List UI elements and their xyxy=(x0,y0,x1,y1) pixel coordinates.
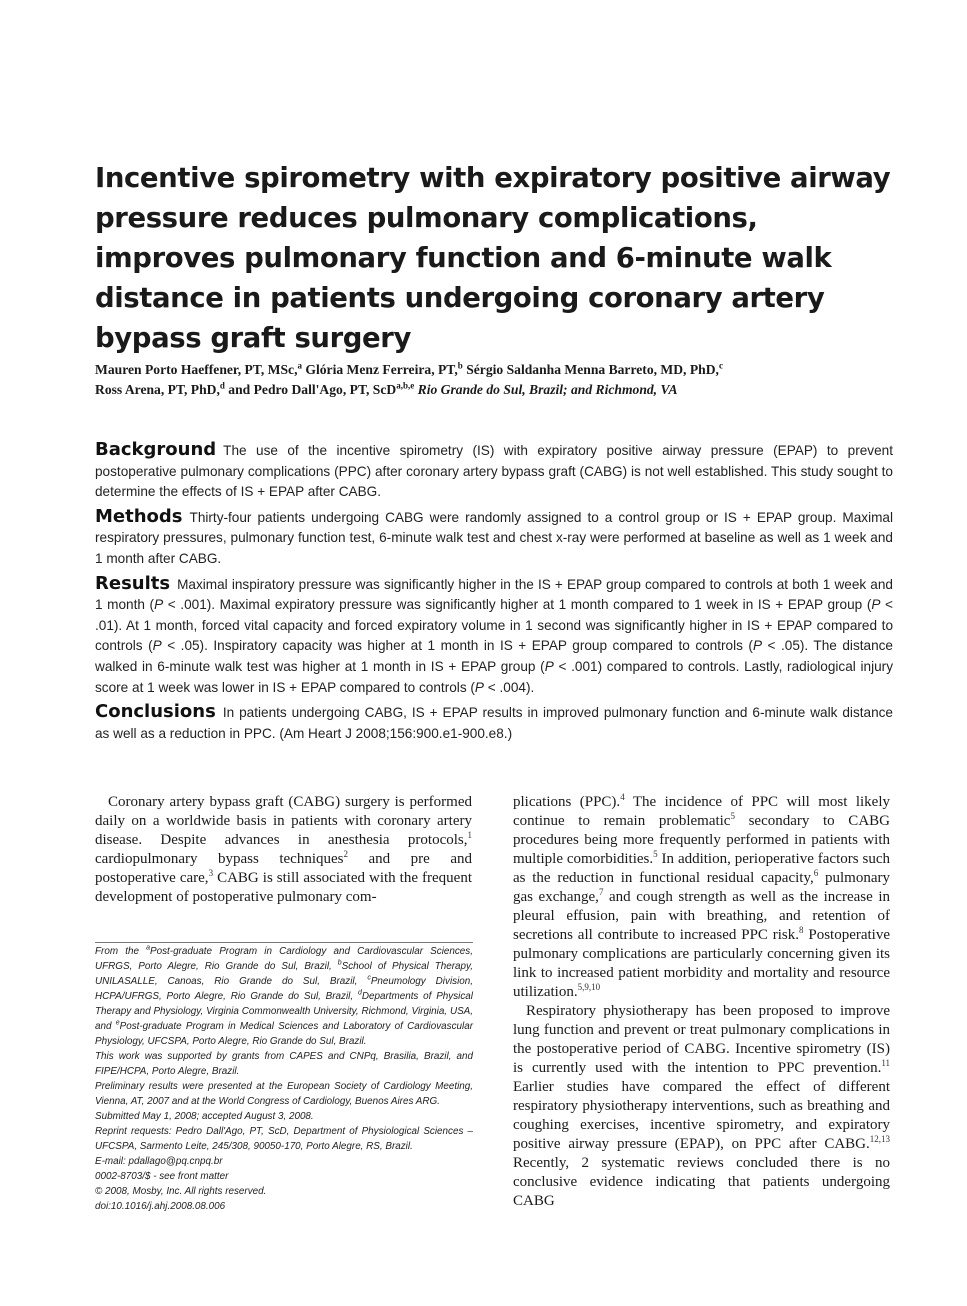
body-paragraph xyxy=(513,1002,890,1211)
citation-ref[interactable]: 7 xyxy=(598,887,604,897)
citation-ref[interactable]: 2 xyxy=(343,849,348,859)
citation-ref[interactable]: 3 xyxy=(208,868,214,878)
p-value-symbol: P xyxy=(152,638,162,654)
abstract-text: In patients undergoing CABG, IS + EPAP results in improved pulmonary function and 6-minute walk distance as well as a reduction in PPC. (Am Heart J 2008;156:900.e1-900.e8.) xyxy=(95,705,893,741)
body-text: CABG is still associated with the frequent development of postoperative pulmonary com- xyxy=(95,870,473,905)
affiliation-marker: c xyxy=(367,974,371,982)
preliminary-note: Preliminary results were presented at the European Society of Cardiology Meeting, Vienna, AT, 2007 and at the World Congress of Cardiology, Buenos Aires ARG. xyxy=(95,1081,473,1107)
p-value-symbol: P xyxy=(544,658,554,674)
affiliation-marker: a xyxy=(297,360,302,371)
affiliation-marker: e xyxy=(115,1019,120,1027)
body-text: pulmonary gas exchange, xyxy=(513,870,890,905)
author-name: Mauren Porto Haeffener, PT, MSc, xyxy=(95,362,298,377)
submission-dates: Submitted May 1, 2008; accepted August 3, 2008. xyxy=(95,1111,314,1122)
body-text: and pre and postoperative care, xyxy=(95,851,472,886)
abstract-background xyxy=(95,440,893,503)
doi-label: doi: xyxy=(95,1201,111,1212)
email-label: E-mail: xyxy=(95,1156,129,1167)
footnote-text: Departments of Physical Therapy and Physiology, Virginia Commonwealth University, Richmond, Virginia, USA, and xyxy=(95,991,473,1032)
p-value-symbol: P xyxy=(154,597,164,613)
body-paragraph xyxy=(513,793,890,1002)
body-text: Coronary artery bypass graft (CABG) surgery is performed daily on a worldwide basis in patients with coronary artery disease. Despite advances in anesthesia protocols, xyxy=(95,794,472,848)
email-line xyxy=(95,1154,473,1169)
article-title: Incentive spirometry with expiratory positive airway pressure reduces pulmonary complications, improves pulmonary function and 6-minute walk distance in patients undergoing coronary artery bypass graft surgery xyxy=(95,162,891,354)
copyright-line: © 2008, Mosby, Inc. All rights reserved. xyxy=(95,1186,267,1197)
body-right-column xyxy=(513,793,890,1211)
citation-ref[interactable]: 4 xyxy=(620,792,625,802)
abstract xyxy=(95,440,893,748)
issn-line: 0002-8703/$ - see front matter xyxy=(95,1171,229,1182)
body-paragraph xyxy=(95,793,472,907)
abstract-conclusions xyxy=(95,702,893,744)
citation-ref[interactable]: 11 xyxy=(881,1058,890,1068)
footnote-text: Post-graduate Program in Medical Sciences and Laboratory of Cardiovascular Physiology, UFCSPA, Porto Alegre, Rio Grande do Sul, Brazil. xyxy=(95,1021,473,1047)
footnote-text: School of Physical Therapy, UNILASALLE, Canoas, Rio Grande do Sul, Brazil, xyxy=(95,961,473,987)
affiliation-marker: a xyxy=(146,944,151,952)
citation-ref[interactable]: 6 xyxy=(813,868,819,878)
reprint-requests: Reprint requests: Pedro Dall'Ago, PT, ScD, Department of Physiological Sciences – UFCSPA, Sarmento Leite, 245/308, 90050-170, Porto Alegre, RS, Brazil. xyxy=(95,1126,473,1152)
p-value-symbol: P xyxy=(871,597,881,613)
author-locations: Rio Grande do Sul, Brazil; and Richmond, VA xyxy=(417,382,678,397)
abstract-text: < .004). xyxy=(484,679,535,695)
affiliation-marker: c xyxy=(718,360,723,371)
abstract-text: < .001). Maximal expiratory pressure was significantly higher at 1 month compared to 1 week in IS + EPAP group ( xyxy=(163,597,872,613)
citation-ref[interactable]: 1 xyxy=(467,830,472,840)
p-value-symbol: P xyxy=(752,638,763,654)
abstract-text: < .05). The distance walked in 6-minute walk test was higher at 1 month in IS + EPAP group ( xyxy=(95,638,893,674)
funding-note: This work was supported by grants from CAPES and CNPq, Brasilia, Brazil, and FIPE/HCPA, Porto Alegre, Brazil. xyxy=(95,1051,473,1077)
citation-ref[interactable]: 5 xyxy=(653,849,658,859)
body-text: In addition, perioperative factors such as the reduction in functional residual capacity, xyxy=(513,851,890,886)
footnote-text: Post-graduate Program in Cardiology and Cardiovascular Sciences, UFRGS, Porto Alegre, Rio Grande do Sul, Brazil, xyxy=(95,946,473,972)
abstract-methods xyxy=(95,507,893,570)
body-text: and cough strength as well as the increase in pleural effusion, pain with breathing, and retention of secretions all contribute to increased PPC risk. xyxy=(513,889,890,943)
abstract-results xyxy=(95,574,893,699)
footnote-text: From the xyxy=(95,946,147,957)
affiliation-marker: d xyxy=(219,380,225,391)
affiliation-marker: d xyxy=(357,989,362,997)
citation-ref[interactable]: 8 xyxy=(799,925,804,935)
footnote-text: Pneumology Division, HCPA/UFRGS, Porto Alegre, Rio Grande do Sul, Brazil, xyxy=(95,976,473,1002)
footnotes xyxy=(95,942,473,1214)
author-name: Sérgio Saldanha Menna Barreto, MD, PhD, xyxy=(466,362,719,377)
abstract-text: The use of the incentive spirometry (IS) with expiratory positive airway pressure (EPAP) to prevent postoperative pulmonary complications (PPC) after coronary artery bypass graft (CABG) is not well established. This study sought to determine the effects of IS + EPAP after CABG. xyxy=(95,443,893,500)
citation-ref[interactable]: 5,9,10 xyxy=(577,982,601,992)
body-text: secondary to CABG procedures being more frequently performed in patients with multiple comorbidities. xyxy=(513,813,890,867)
body-text: cardiopulmonary bypass techniques xyxy=(95,851,344,867)
author-name: and Pedro Dall'Ago, PT, ScD xyxy=(228,382,397,397)
body-text: plications (PPC). xyxy=(513,794,621,810)
email-link[interactable]: pdallago@pq.cnpq.br xyxy=(128,1156,223,1167)
affiliations-note xyxy=(95,944,473,1049)
abstract-heading: Background xyxy=(95,439,217,460)
abstract-heading: Methods xyxy=(95,505,183,527)
doi-link[interactable]: 10.1016/j.ahj.2008.08.006 xyxy=(110,1201,226,1212)
abstract-text: < .01). At 1 month, forced vital capacity and forced expiratory volume in 1 second was significantly higher in IS + EPAP compared to controls ( xyxy=(95,597,893,654)
doi-line xyxy=(95,1199,473,1214)
author-name: Glória Menz Ferreira, PT, xyxy=(305,362,458,377)
body-text: Postoperative pulmonary complications are particularly concerning given its link to increased patient morbidity and mortality and resource utilization. xyxy=(513,927,890,1000)
abstract-heading: Conclusions xyxy=(95,701,216,723)
author-list xyxy=(95,360,895,400)
abstract-text: < .05). Inspiratory capacity was higher at 1 month in IS + EPAP group compared to controls ( xyxy=(161,638,753,654)
affiliation-marker: b xyxy=(337,959,342,967)
body-text: Earlier studies have compared the effect of different respiratory physiotherapy interventions, such as breathing and coughing exercises, incentive spirometry, and expiratory positive airway pressure (EPAP), on PPC after CABG. xyxy=(513,1079,890,1152)
affiliation-marker: a,b,e xyxy=(396,380,415,391)
citation-ref[interactable]: 5 xyxy=(730,811,735,821)
author-name: Ross Arena, PT, PhD, xyxy=(95,382,220,397)
body-text: The incidence of PPC will most likely continue to remain problematic xyxy=(513,794,890,829)
citation-ref[interactable]: 12,13 xyxy=(869,1134,890,1144)
body-text: Respiratory physiotherapy has been proposed to improve lung function and prevent or treat pulmonary complications in the postoperative period of CABG. Incentive spirometry (IS) is currently used with the intention to PPC prevention. xyxy=(513,1003,890,1076)
affiliation-marker: b xyxy=(457,360,463,371)
body-text: Recently, 2 systematic reviews concluded there is no conclusive evidence indicating that patients undergoing CABG xyxy=(513,1155,890,1209)
abstract-text: Thirty-four patients undergoing CABG were randomly assigned to a control group or IS + EPAP group. Maximal respiratory pressures, pulmonary function test, 6-minute walk test and chest x-ray were performed at baseline as well as 1 week and 1 month after CABG. xyxy=(95,509,893,566)
abstract-text: < .001) compared to controls. Lastly, radiological injury score at 1 week was lower in IS + EPAP compared to controls ( xyxy=(95,658,893,695)
p-value-symbol: P xyxy=(474,679,484,695)
body-left-column xyxy=(95,793,472,907)
abstract-heading: Results xyxy=(95,572,171,594)
abstract-text: Maximal inspiratory pressure was significantly higher in the IS + EPAP group compared to controls at both 1 week and 1 month ( xyxy=(95,576,893,613)
